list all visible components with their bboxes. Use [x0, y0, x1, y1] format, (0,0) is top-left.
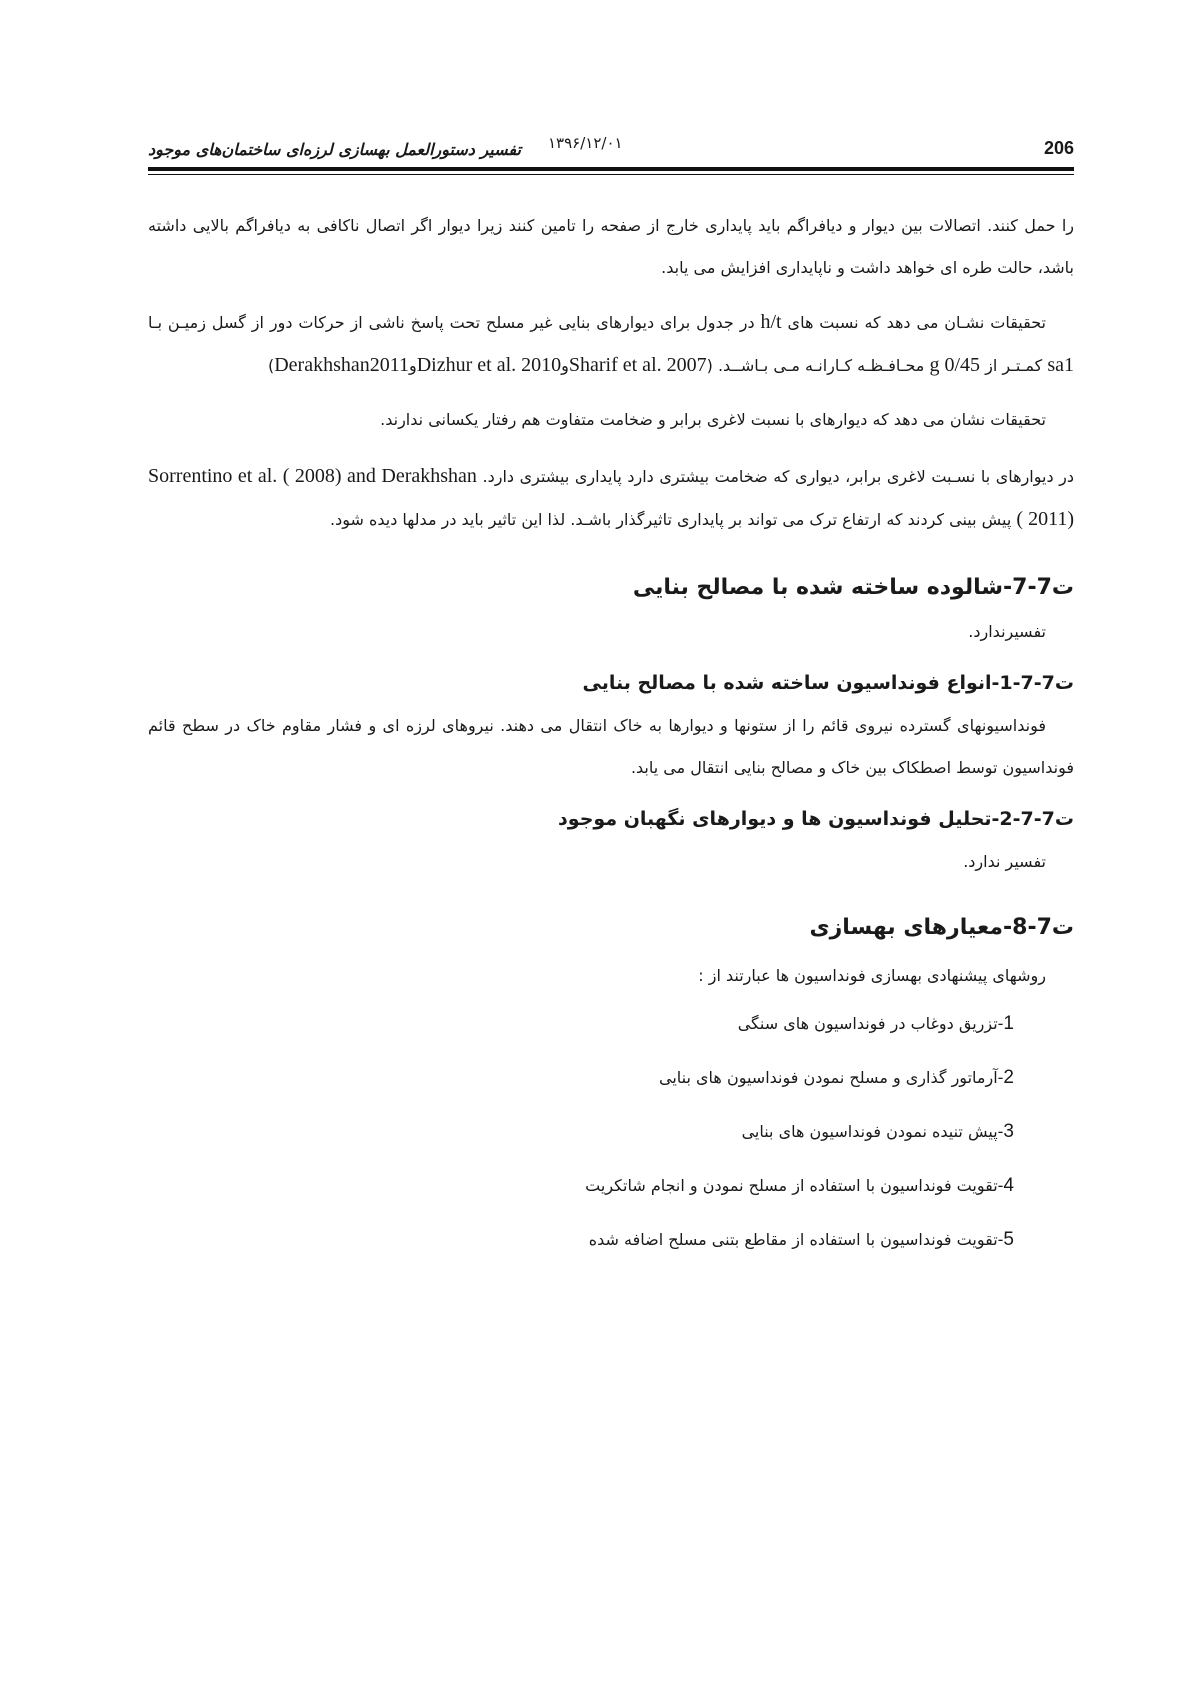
paragraph-continuation: را حمل کنند. اتصالات بین دیوار و دیافراگم باید پایداری خارج از صفحه را تامین کنند زیرا دیوار اگر اتصال ناکافی به دیافراگم بالایی داشته باشد، حالت طره ای خواهد داشت و ناپایداری افزایش می یابد. [148, 216, 1074, 277]
list-item [148, 1159, 1014, 1213]
list-number: 3 [1003, 1121, 1014, 1142]
section-heading-7-7-2: ت7-7-2-تحلیل فونداسیون ها و دیوارهای نگهبان موجود [558, 808, 1074, 830]
running-title: تفسیر دستورالعمل بهسازی لرزه‌ای ساختمان‌های موجود [148, 140, 521, 159]
list-number: 1 [1003, 1013, 1014, 1034]
paragraph-slenderness: تحقیقات نشان می دهد که دیوارهای با نسبت لاغری برابر و ضخامت متفاوت هم رفتار یکسانی ندارند. [380, 410, 1046, 429]
section-heading-7-8: ت7-8-معیارهای بهسازی [809, 915, 1074, 940]
ht-ratio-symbol: h/t [760, 311, 782, 333]
page-header [148, 132, 1074, 168]
list-item [148, 1051, 1014, 1105]
section-text-7-7-1: فونداسیونهای گسترده نیروی قائم را از ستونها و دیوارها به خاک انتقال می دهند. نیروهای لرزه ای و فشار مقاوم خاک در سطح قائم فونداسیون توسط اصطکاک بین خاک و مصالح بنایی انتقال می یابد. [148, 716, 1074, 777]
list-text: -تزریق دوغاب در فونداسیون های سنگی [737, 1014, 1004, 1033]
retrofit-methods-list [148, 997, 1074, 1267]
header-date: ۱۳۹۶/۱۲/۰۱ [548, 134, 623, 152]
page-content [148, 205, 1074, 1267]
paragraph-thickness [148, 455, 1074, 541]
list-item [148, 1105, 1014, 1159]
threshold-value: 0/45 g [929, 354, 980, 376]
paragraph-ht-ratio [148, 301, 1074, 387]
list-number: 2 [1003, 1067, 1014, 1088]
header-rule-thin [148, 174, 1074, 175]
citation-sharif: Sharif et al. 2007 [568, 354, 707, 376]
list-text: -تقویت فونداسیون با استفاده از مقاطع بتنی مسلح اضافه شده [588, 1230, 1004, 1249]
section-intro-7-8: روشهای پیشنهادی بهسازی فونداسیون ها عبارتند از : [698, 966, 1046, 985]
citation-dizhur: Dizhur et al. 2010 [416, 354, 562, 376]
list-number: 5 [1003, 1229, 1014, 1250]
text-span: محـافـظـه کـارانـه مـی بـاشــد. ( [706, 356, 930, 375]
text-span: کمـتـر از [980, 356, 1048, 375]
text-span: و [409, 356, 417, 375]
header-rule-thick [148, 167, 1074, 171]
sa1-symbol: sa1 [1047, 354, 1074, 376]
list-text: -تقویت فونداسیون با استفاده از مسلح نمودن و انجام شاتکریت [585, 1176, 1004, 1195]
page-number: 206 [1043, 138, 1074, 158]
list-text: -آرماتور گذاری و مسلح نمودن فونداسیون های بنایی [658, 1068, 1004, 1087]
section-text-7-7: تفسیرندارد. [968, 622, 1046, 641]
text-span: در دیوارهای با نسـبت لاغری برابر، دیواری که ضخامت بیشتری دارد پایداری بیشتری دارد. [476, 467, 1075, 486]
section-text-7-7-2: تفسیر ندارد. [963, 852, 1046, 871]
section-heading-7-7-1: ت7-7-1-انواع فونداسیون ساخته شده با مصالح بنایی [582, 672, 1074, 694]
list-item [148, 1213, 1014, 1267]
text-span: پیش بینی کردند که ارتفاع ترک می تواند بر پایداری تاثیرگذار باشـد. لذا این تاثیر باید در مدلها دیده شود. [330, 510, 1017, 529]
section-heading-7-7: ت7-7-شالوده ساخته شده با مصالح بنایی [632, 575, 1074, 600]
list-text: -پیش تنیده نمودن فونداسیون های بنایی [741, 1122, 1004, 1141]
list-number: 4 [1003, 1175, 1014, 1196]
text-span: و [561, 356, 569, 375]
citation-derakhshan: Derakhshan2011 [274, 354, 409, 376]
text-span: تحقیقات نشـان می دهد که نسبت های [781, 313, 1046, 332]
text-span: ) [267, 356, 275, 375]
citation-sorrentino: Sorrentino et al. ( 2008) and Derakhshan ( 2011) [148, 465, 1074, 530]
list-item [148, 997, 1014, 1051]
text-span: در جدول برای دیوارهای بنایی غیر مسلح تحت پاسخ ناشی از حرکات دور از گسل زمیـن بـا [148, 313, 761, 332]
